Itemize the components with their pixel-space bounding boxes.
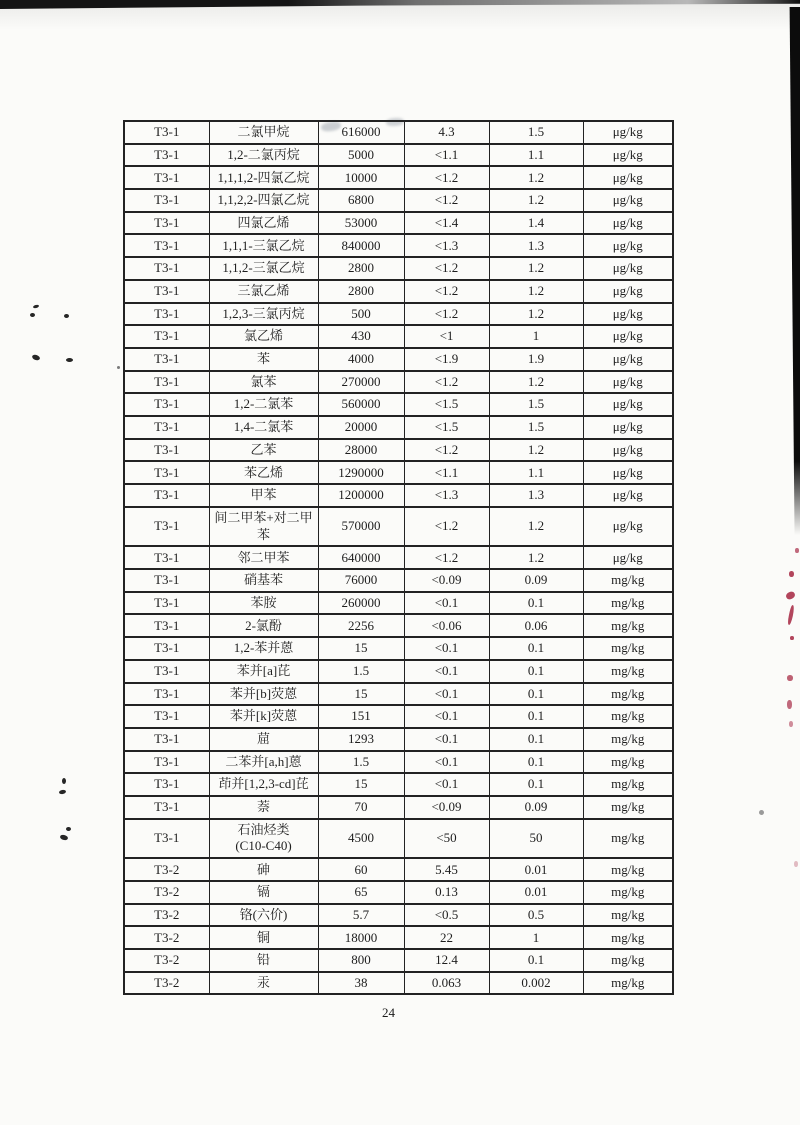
table-cell: 10000: [318, 166, 404, 189]
table-cell: T3-1: [124, 614, 209, 637]
table-cell: T3-1: [124, 166, 209, 189]
table-cell: μg/kg: [583, 348, 673, 371]
table-cell: 1.5: [489, 393, 583, 416]
table-cell: 0.09: [489, 569, 583, 592]
table-cell: 萘: [209, 796, 318, 819]
table-row: [124, 439, 673, 462]
table-cell: 1.5: [318, 751, 404, 774]
table-cell: 5000: [318, 144, 404, 167]
table-cell: μg/kg: [583, 484, 673, 507]
table-cell: 840000: [318, 234, 404, 257]
ink-speck: [30, 313, 35, 317]
table-cell: 20000: [318, 416, 404, 439]
table-cell: 铅: [209, 949, 318, 972]
table-cell: 6800: [318, 189, 404, 212]
scan-edge-right: [787, 7, 800, 535]
table-cell: T3-1: [124, 728, 209, 751]
table-cell: 三氯乙烯: [209, 280, 318, 303]
table-cell: 1.1: [489, 461, 583, 484]
table-row: [124, 325, 673, 348]
table-row: [124, 728, 673, 751]
table-cell: 70: [318, 796, 404, 819]
table-cell: μg/kg: [583, 212, 673, 235]
table-cell: mg/kg: [583, 819, 673, 859]
table-cell: μg/kg: [583, 280, 673, 303]
table-cell: 5.45: [404, 858, 489, 881]
table-cell: 镉: [209, 881, 318, 904]
table-cell: 1,1,2,2-四氯乙烷: [209, 189, 318, 212]
table-cell: 2800: [318, 280, 404, 303]
table-cell: 1.2: [489, 303, 583, 326]
table-cell: <0.1: [404, 751, 489, 774]
table-cell: T3-1: [124, 819, 209, 859]
table-cell: 1,1,2-三氯乙烷: [209, 257, 318, 280]
ink-speck: [117, 366, 120, 369]
table-cell: μg/kg: [583, 461, 673, 484]
ink-speck: [33, 304, 40, 308]
table-cell: 4000: [318, 348, 404, 371]
table-cell: mg/kg: [583, 881, 673, 904]
page-number: 24: [382, 1005, 395, 1020]
table-cell: 1200000: [318, 484, 404, 507]
table-cell: 䓛: [209, 728, 318, 751]
table-cell: <1.1: [404, 461, 489, 484]
table-cell: T3-1: [124, 257, 209, 280]
table-cell: <0.5: [404, 904, 489, 927]
table-cell: T3-2: [124, 972, 209, 995]
table-cell: 苯: [209, 348, 318, 371]
table-cell: 0.13: [404, 881, 489, 904]
table-cell: <1.1: [404, 144, 489, 167]
table-cell: <0.09: [404, 796, 489, 819]
table-cell: μg/kg: [583, 144, 673, 167]
table-cell: 28000: [318, 439, 404, 462]
ink-speck: [31, 354, 40, 361]
table-cell: <50: [404, 819, 489, 859]
table-row: [124, 614, 673, 637]
ink-speck: [59, 789, 67, 794]
table-cell: <0.09: [404, 569, 489, 592]
table-row: [124, 705, 673, 728]
table-cell: 2256: [318, 614, 404, 637]
table-cell: 铜: [209, 926, 318, 949]
table-cell: μg/kg: [583, 416, 673, 439]
table-cell: 1.5: [489, 416, 583, 439]
table-cell: mg/kg: [583, 728, 673, 751]
table-cell: <1.2: [404, 546, 489, 569]
table-cell: T3-1: [124, 569, 209, 592]
table-cell: <1.2: [404, 507, 489, 547]
table-cell: T3-1: [124, 705, 209, 728]
table-cell: <0.1: [404, 683, 489, 706]
ink-speck: [66, 827, 71, 831]
ink-speck: [62, 778, 66, 784]
table-cell: <0.1: [404, 705, 489, 728]
table-cell: T3-1: [124, 371, 209, 394]
table-cell: 560000: [318, 393, 404, 416]
table-cell: 15: [318, 683, 404, 706]
table-row: [124, 796, 673, 819]
table-cell: 50: [489, 819, 583, 859]
table-row: [124, 166, 673, 189]
table-cell: 铬(六价): [209, 904, 318, 927]
table-cell: mg/kg: [583, 858, 673, 881]
table-row: [124, 393, 673, 416]
table-row: [124, 212, 673, 235]
table-cell: <1.2: [404, 166, 489, 189]
table-row: [124, 751, 673, 774]
table-cell: 1,2-二氯丙烷: [209, 144, 318, 167]
table-cell: <1.2: [404, 303, 489, 326]
table-cell: 苯并[a]芘: [209, 660, 318, 683]
table-cell: 1.2: [489, 257, 583, 280]
table-cell: μg/kg: [583, 371, 673, 394]
table-cell: 60: [318, 858, 404, 881]
table-cell: 1.2: [489, 189, 583, 212]
table-cell: 570000: [318, 507, 404, 547]
table-cell: T3-1: [124, 212, 209, 235]
table-cell: T3-1: [124, 303, 209, 326]
table-cell: 苯并[k]荧蒽: [209, 705, 318, 728]
table-cell: 1: [489, 926, 583, 949]
table-cell: 0.1: [489, 705, 583, 728]
table-cell: 苯并[b]荧蒽: [209, 683, 318, 706]
table-cell: μg/kg: [583, 121, 673, 144]
table-cell: <0.1: [404, 592, 489, 615]
table-row: [124, 569, 673, 592]
table-cell: T3-2: [124, 881, 209, 904]
red-pen-mark: [787, 700, 792, 709]
table-cell: 甲苯: [209, 484, 318, 507]
table-cell: 1.2: [489, 280, 583, 303]
table-cell: 石油烃类 (C10-C40): [209, 819, 318, 859]
table-row: [124, 348, 673, 371]
table-cell: 1.9: [489, 348, 583, 371]
table-cell: T3-2: [124, 949, 209, 972]
table-row: [124, 881, 673, 904]
table-row: [124, 637, 673, 660]
table-row: [124, 461, 673, 484]
table-cell: <1.3: [404, 484, 489, 507]
table-cell: mg/kg: [583, 773, 673, 796]
table-cell: 0.5: [489, 904, 583, 927]
table-row: [124, 858, 673, 881]
table-cell: T3-1: [124, 121, 209, 144]
table-cell: 乙苯: [209, 439, 318, 462]
results-table-body: [124, 121, 673, 994]
table-cell: 氯苯: [209, 371, 318, 394]
results-table-wrap: [123, 120, 674, 995]
table-cell: 260000: [318, 592, 404, 615]
table-cell: 0.1: [489, 751, 583, 774]
table-cell: μg/kg: [583, 325, 673, 348]
table-cell: 0.002: [489, 972, 583, 995]
table-cell: 1,1,1,2-四氯乙烷: [209, 166, 318, 189]
table-cell: 1.3: [489, 234, 583, 257]
table-cell: μg/kg: [583, 439, 673, 462]
table-cell: 4.3: [404, 121, 489, 144]
table-cell: T3-1: [124, 546, 209, 569]
table-cell: μg/kg: [583, 234, 673, 257]
table-cell: 0.063: [404, 972, 489, 995]
table-cell: 0.1: [489, 949, 583, 972]
table-row: [124, 484, 673, 507]
table-cell: T3-1: [124, 189, 209, 212]
table-cell: mg/kg: [583, 904, 673, 927]
table-cell: <1.2: [404, 439, 489, 462]
table-cell: 65: [318, 881, 404, 904]
table-cell: T3-1: [124, 280, 209, 303]
table-cell: T3-1: [124, 683, 209, 706]
table-cell: 616000: [318, 121, 404, 144]
red-pen-mark: [794, 861, 798, 867]
table-cell: mg/kg: [583, 660, 673, 683]
red-pen-mark: [790, 636, 794, 640]
table-cell: T3-2: [124, 926, 209, 949]
table-cell: 270000: [318, 371, 404, 394]
table-cell: 二氯甲烷: [209, 121, 318, 144]
table-cell: μg/kg: [583, 507, 673, 547]
table-cell: mg/kg: [583, 949, 673, 972]
table-cell: 硝基苯: [209, 569, 318, 592]
table-cell: 2800: [318, 257, 404, 280]
table-cell: T3-1: [124, 416, 209, 439]
table-cell: mg/kg: [583, 569, 673, 592]
table-cell: 1.5: [489, 121, 583, 144]
table-cell: 1.2: [489, 546, 583, 569]
table-cell: T3-1: [124, 796, 209, 819]
table-cell: <0.1: [404, 637, 489, 660]
table-cell: 氯乙烯: [209, 325, 318, 348]
table-cell: 苯胺: [209, 592, 318, 615]
table-row: [124, 949, 673, 972]
table-cell: T3-1: [124, 234, 209, 257]
table-cell: T3-1: [124, 507, 209, 547]
table-cell: 500: [318, 303, 404, 326]
table-row: [124, 683, 673, 706]
table-cell: <0.1: [404, 660, 489, 683]
table-row: [124, 303, 673, 326]
table-cell: 38: [318, 972, 404, 995]
table-cell: <1.5: [404, 416, 489, 439]
table-cell: T3-1: [124, 751, 209, 774]
table-row: [124, 121, 673, 144]
table-cell: 四氯乙烯: [209, 212, 318, 235]
red-pen-mark: [789, 721, 793, 727]
table-cell: <1.9: [404, 348, 489, 371]
table-cell: 邻二甲苯: [209, 546, 318, 569]
table-cell: μg/kg: [583, 303, 673, 326]
table-row: [124, 371, 673, 394]
table-cell: mg/kg: [583, 683, 673, 706]
table-cell: 18000: [318, 926, 404, 949]
table-row: [124, 507, 673, 547]
table-cell: 苯乙烯: [209, 461, 318, 484]
table-cell: T3-1: [124, 144, 209, 167]
table-cell: T3-1: [124, 348, 209, 371]
table-row: [124, 257, 673, 280]
table-cell: T3-1: [124, 660, 209, 683]
table-cell: <0.06: [404, 614, 489, 637]
results-table: [123, 120, 674, 995]
table-cell: <0.1: [404, 728, 489, 751]
table-cell: mg/kg: [583, 926, 673, 949]
table-cell: <1.3: [404, 234, 489, 257]
table-cell: <1.2: [404, 371, 489, 394]
table-cell: μg/kg: [583, 189, 673, 212]
table-cell: 1,2-二氯苯: [209, 393, 318, 416]
table-cell: 430: [318, 325, 404, 348]
table-cell: <1.2: [404, 280, 489, 303]
table-cell: T3-2: [124, 904, 209, 927]
ink-speck: [64, 314, 69, 318]
table-cell: 0.09: [489, 796, 583, 819]
table-cell: 0.1: [489, 592, 583, 615]
red-pen-mark: [789, 571, 794, 577]
table-cell: T3-2: [124, 858, 209, 881]
table-cell: 640000: [318, 546, 404, 569]
table-cell: 1.2: [489, 371, 583, 394]
table-cell: <1.5: [404, 393, 489, 416]
table-cell: 12.4: [404, 949, 489, 972]
table-cell: 汞: [209, 972, 318, 995]
table-row: [124, 926, 673, 949]
table-cell: 800: [318, 949, 404, 972]
table-cell: 1,1,1-三氯乙烷: [209, 234, 318, 257]
table-cell: 1293: [318, 728, 404, 751]
table-cell: mg/kg: [583, 637, 673, 660]
table-cell: 间二甲苯+对二甲 苯: [209, 507, 318, 547]
table-cell: T3-1: [124, 773, 209, 796]
table-row: [124, 416, 673, 439]
table-cell: T3-1: [124, 393, 209, 416]
table-cell: 0.1: [489, 683, 583, 706]
table-row: [124, 546, 673, 569]
table-cell: 0.01: [489, 858, 583, 881]
table-cell: 0.1: [489, 637, 583, 660]
table-cell: μg/kg: [583, 166, 673, 189]
table-cell: 1.4: [489, 212, 583, 235]
table-cell: 1.1: [489, 144, 583, 167]
table-row: [124, 660, 673, 683]
table-cell: 15: [318, 637, 404, 660]
table-cell: 0.1: [489, 728, 583, 751]
red-pen-mark: [787, 675, 793, 681]
table-row: [124, 819, 673, 859]
table-cell: mg/kg: [583, 705, 673, 728]
red-pen-mark: [785, 590, 796, 600]
ink-speck: [59, 834, 68, 841]
table-cell: μg/kg: [583, 257, 673, 280]
table-cell: mg/kg: [583, 751, 673, 774]
table-cell: 0.06: [489, 614, 583, 637]
table-cell: 53000: [318, 212, 404, 235]
table-cell: 0.1: [489, 773, 583, 796]
table-row: [124, 144, 673, 167]
table-cell: 1.3: [489, 484, 583, 507]
table-cell: 5.7: [318, 904, 404, 927]
table-cell: <1.4: [404, 212, 489, 235]
table-cell: 0.1: [489, 660, 583, 683]
table-row: [124, 904, 673, 927]
table-cell: T3-1: [124, 484, 209, 507]
table-cell: 2-氯酚: [209, 614, 318, 637]
table-cell: <1.2: [404, 189, 489, 212]
red-pen-mark: [795, 548, 799, 553]
table-cell: 1,2,3-三氯丙烷: [209, 303, 318, 326]
table-cell: mg/kg: [583, 614, 673, 637]
table-cell: mg/kg: [583, 796, 673, 819]
table-cell: μg/kg: [583, 546, 673, 569]
table-cell: 76000: [318, 569, 404, 592]
table-cell: 1.5: [318, 660, 404, 683]
table-row: [124, 280, 673, 303]
table-cell: 二苯并[a,h]蒽: [209, 751, 318, 774]
table-row: [124, 592, 673, 615]
table-cell: 1290000: [318, 461, 404, 484]
table-cell: mg/kg: [583, 972, 673, 995]
table-cell: 茚并[1,2,3-cd]芘: [209, 773, 318, 796]
table-cell: 22: [404, 926, 489, 949]
table-cell: 0.01: [489, 881, 583, 904]
table-cell: <1.2: [404, 257, 489, 280]
table-cell: T3-1: [124, 325, 209, 348]
table-row: [124, 972, 673, 995]
table-cell: 1.2: [489, 507, 583, 547]
table-cell: <1: [404, 325, 489, 348]
table-cell: T3-1: [124, 461, 209, 484]
table-cell: 砷: [209, 858, 318, 881]
table-cell: 151: [318, 705, 404, 728]
table-cell: T3-1: [124, 592, 209, 615]
table-cell: 1.2: [489, 166, 583, 189]
table-cell: 4500: [318, 819, 404, 859]
table-cell: mg/kg: [583, 592, 673, 615]
table-row: [124, 773, 673, 796]
table-cell: 1,2-苯并蒽: [209, 637, 318, 660]
table-cell: T3-1: [124, 439, 209, 462]
red-pen-mark: [787, 605, 795, 625]
table-cell: 1,4-二氯苯: [209, 416, 318, 439]
table-row: [124, 234, 673, 257]
table-cell: <0.1: [404, 773, 489, 796]
ink-speck: [66, 358, 73, 362]
table-cell: 1.2: [489, 439, 583, 462]
gray-speck: [759, 810, 764, 815]
table-cell: 15: [318, 773, 404, 796]
table-row: [124, 189, 673, 212]
table-cell: T3-1: [124, 637, 209, 660]
table-cell: μg/kg: [583, 393, 673, 416]
table-cell: 1: [489, 325, 583, 348]
